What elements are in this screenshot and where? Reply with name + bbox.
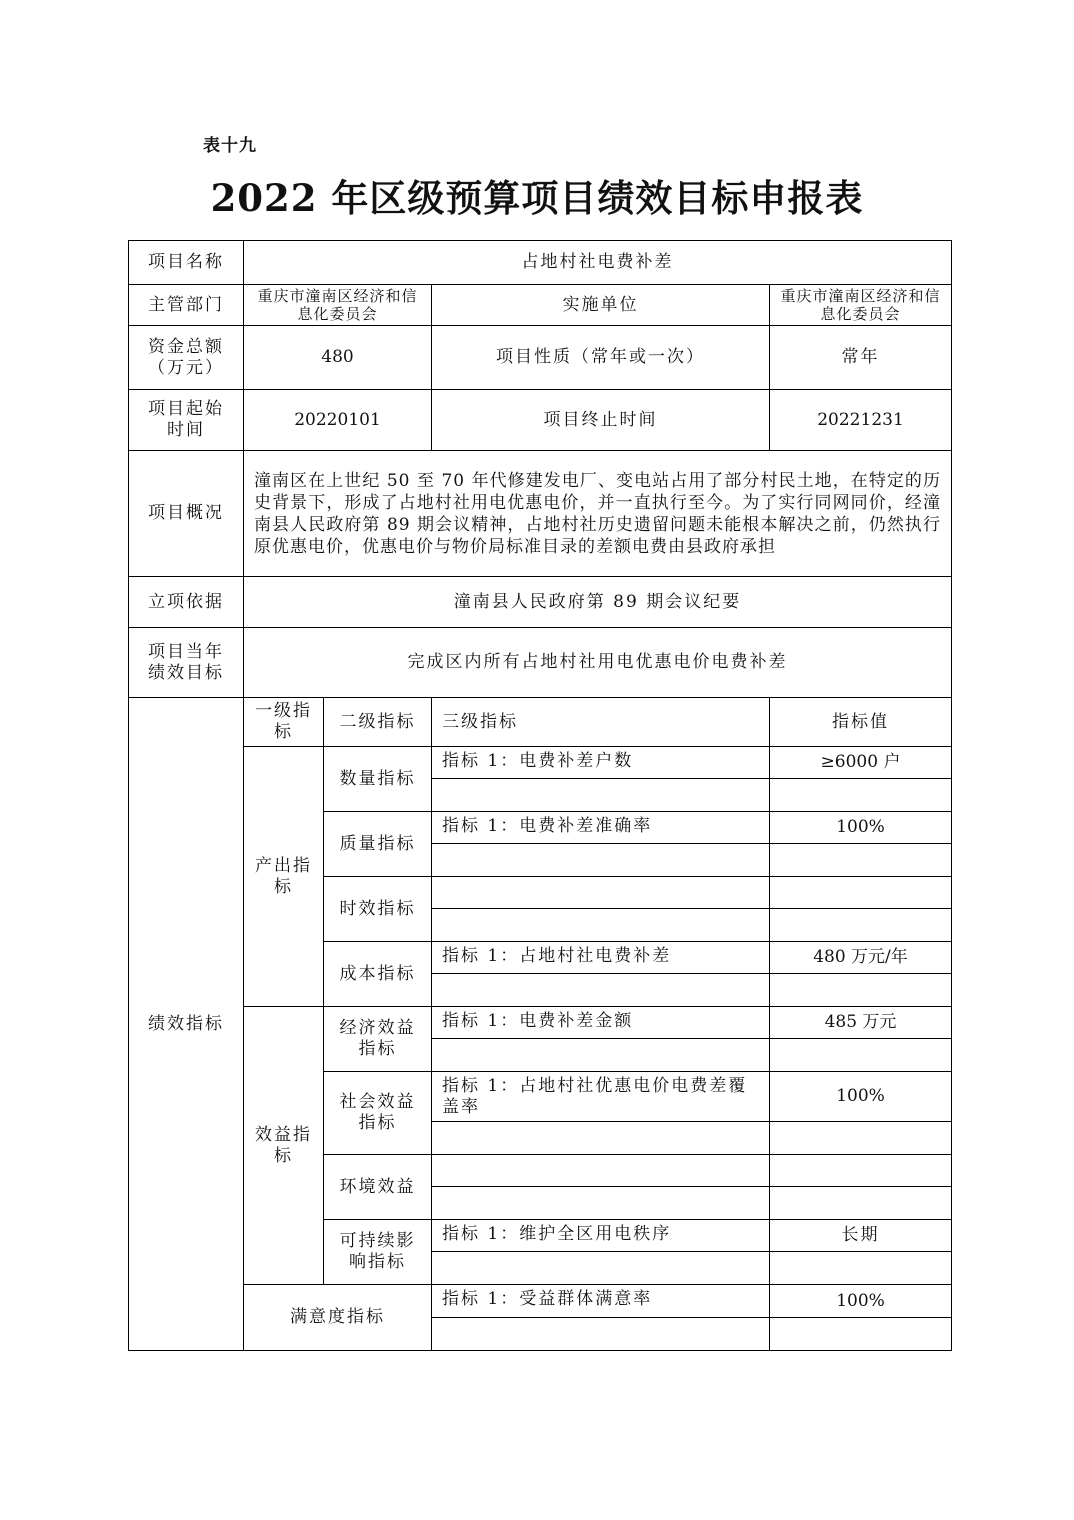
row-department — [129, 285, 952, 326]
empty-cell — [432, 844, 770, 877]
basis-value: 潼南县人民政府第 89 期会议纪要 — [244, 577, 952, 628]
quality-indicator-1: 指标 1：电费补差准确率 — [432, 812, 770, 844]
project-name-label: 项目名称 — [129, 241, 244, 285]
row-fund — [129, 326, 952, 390]
empty-cell — [432, 1187, 770, 1220]
fund-label: 资金总额（万元） — [129, 326, 244, 390]
cost-indicator-1: 指标 1：占地村社电费补差 — [432, 942, 770, 974]
empty-cell — [432, 909, 770, 942]
empty-cell — [770, 1122, 952, 1155]
empty-cell — [770, 974, 952, 1007]
dept-value: 重庆市潼南区经济和信息化委员会 — [244, 285, 432, 326]
row-overview — [129, 451, 952, 577]
empty-cell — [770, 877, 952, 909]
impl-value: 重庆市潼南区经济和信息化委员会 — [770, 285, 952, 326]
sustainable-indicator-1: 指标 1：维护全区用电秩序 — [432, 1220, 770, 1252]
row-indicator-header — [129, 698, 952, 747]
start-value: 20220101 — [244, 390, 432, 451]
empty-cell — [432, 1122, 770, 1155]
satisfaction-indicator-1: 指标 1：受益群体满意率 — [432, 1285, 770, 1318]
start-label: 项目起始时间 — [129, 390, 244, 451]
output-indicators-label: 产出指标 — [244, 747, 324, 1007]
goal-value: 完成区内所有占地村社用电优惠电价电费补差 — [244, 628, 952, 698]
economic-benefit-label: 经济效益指标 — [324, 1007, 432, 1072]
nature-label: 项目性质（常年或一次） — [432, 326, 770, 390]
basis-label: 立项依据 — [129, 577, 244, 628]
table-row — [129, 1007, 952, 1039]
fund-value: 480 — [244, 326, 432, 390]
end-value: 20221231 — [770, 390, 952, 451]
quantity-indicator-1-value: ≥6000 户 — [770, 747, 952, 779]
budget-performance-form — [128, 240, 952, 1351]
page-title: 2022 年区级预算项目绩效目标申报表 — [210, 176, 864, 220]
empty-cell — [432, 974, 770, 1007]
sustainable-indicator-1-value: 长期 — [770, 1220, 952, 1252]
col-value-header: 指标值 — [770, 698, 952, 747]
empty-cell — [432, 1039, 770, 1072]
empty-cell — [770, 1039, 952, 1072]
benefit-indicators-label: 效益指标 — [244, 1007, 324, 1285]
quantity-indicators-label: 数量指标 — [324, 747, 432, 812]
empty-cell — [770, 779, 952, 812]
empty-cell — [770, 1252, 952, 1285]
economic-indicator-1-value: 485 万元 — [770, 1007, 952, 1039]
nature-value: 常年 — [770, 326, 952, 390]
empty-cell — [770, 844, 952, 877]
table-row — [129, 1285, 952, 1318]
project-name-value: 占地村社电费补差 — [244, 241, 952, 285]
social-indicator-1-value: 100% — [770, 1072, 952, 1122]
empty-cell — [432, 1318, 770, 1351]
row-basis — [129, 577, 952, 628]
empty-cell — [432, 877, 770, 909]
empty-cell — [770, 1155, 952, 1187]
quality-indicators-label: 质量指标 — [324, 812, 432, 877]
empty-cell — [770, 1187, 952, 1220]
economic-indicator-1: 指标 1：电费补差金额 — [432, 1007, 770, 1039]
quality-indicator-1-value: 100% — [770, 812, 952, 844]
environment-benefit-label: 环境效益 — [324, 1155, 432, 1220]
empty-cell — [432, 1252, 770, 1285]
goal-label: 项目当年绩效目标 — [129, 628, 244, 698]
performance-indicators-label: 绩效指标 — [129, 698, 244, 1351]
empty-cell — [770, 909, 952, 942]
sustainable-impact-label: 可持续影响指标 — [324, 1220, 432, 1285]
cost-indicators-label: 成本指标 — [324, 942, 432, 1007]
impl-label: 实施单位 — [432, 285, 770, 326]
row-period — [129, 390, 952, 451]
social-benefit-label: 社会效益指标 — [324, 1072, 432, 1155]
table-row — [129, 747, 952, 779]
table-number-label: 表十九 — [203, 136, 257, 156]
timeliness-indicators-label: 时效指标 — [324, 877, 432, 942]
dept-label: 主管部门 — [129, 285, 244, 326]
overview-label: 项目概况 — [129, 451, 244, 577]
overview-text: 潼南区在上世纪 50 至 70 年代修建发电厂、变电站占用了部分村民土地，在特定的历史背景下，形成了占地村社用电优惠电价，并一直执行至今。为了实行同网同价，经潼南县人民政府第 89 期会议精神，占地村社历史遗留问题未能根本解决之前，仍然执行原优惠电价，优惠电价与物价局标准目录的差额电费由县政府承担 — [244, 451, 952, 577]
col-level3-header: 三级指标 — [432, 698, 770, 747]
satisfaction-indicator-1-value: 100% — [770, 1285, 952, 1318]
col-level2-header: 二级指标 — [324, 698, 432, 747]
quantity-indicator-1: 指标 1：电费补差户数 — [432, 747, 770, 779]
cost-indicator-1-value: 480 万元/年 — [770, 942, 952, 974]
row-goal — [129, 628, 952, 698]
social-indicator-1: 指标 1：占地村社优惠电价电费差覆盖率 — [432, 1072, 770, 1122]
empty-cell — [770, 1318, 952, 1351]
col-level1-header: 一级指标 — [244, 698, 324, 747]
empty-cell — [432, 779, 770, 812]
row-project-name — [129, 241, 952, 285]
satisfaction-indicators-label: 满意度指标 — [244, 1285, 432, 1351]
end-label: 项目终止时间 — [432, 390, 770, 451]
empty-cell — [432, 1155, 770, 1187]
